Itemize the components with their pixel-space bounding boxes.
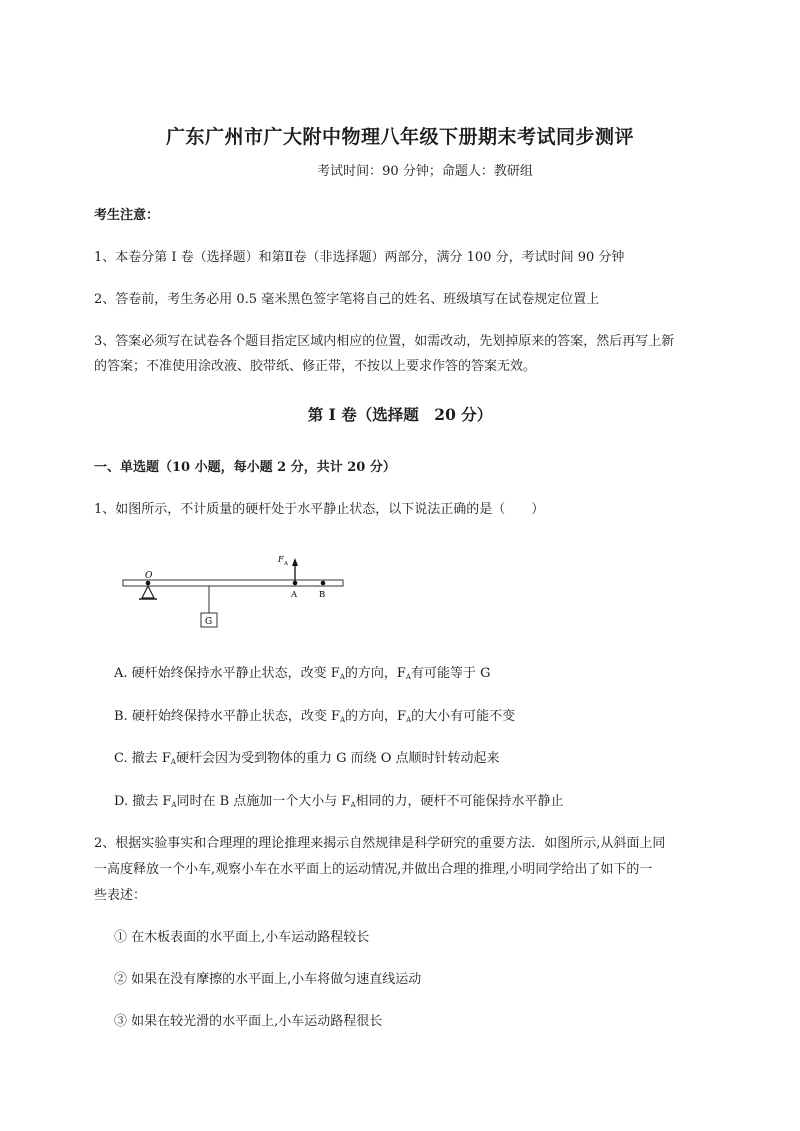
- statement-1: ① 在木板表面的水平面上,小车运动路程较长: [114, 930, 370, 945]
- option-a-text-2: 的方向，F: [344, 666, 406, 681]
- question-2-stem-1: 2、根据实验事实和合理理的理论推理来揭示自然规律是科学研究的重要方法．如图所示,从斜面上同: [94, 836, 666, 851]
- label-a: A: [291, 590, 298, 600]
- option-c-text-2: 硬杆会因为受到物体的重力 G 而绕 O 点顺时针转动起来: [175, 751, 500, 766]
- part-heading: 一、单选题（10 小题，每小题 2 分，共计 20 分）: [94, 460, 396, 475]
- statement-3: ③ 如果在较光滑的水平面上,小车运动路程很长: [114, 1014, 383, 1029]
- option-d-text-1: D. 撤去 F: [114, 794, 172, 809]
- statement-2: ② 如果在没有摩擦的水平面上,小车将做匀速直线运动: [114, 972, 422, 987]
- subscript-a: A: [170, 758, 176, 766]
- exam-info: 考试时间：90 分钟；命题人：教研组: [317, 164, 533, 179]
- notice-item-1: 1、本卷分第 I 卷（选择题）和第Ⅱ卷（非选择题）两部分，满分 100 分，考试时间 90 分钟: [94, 250, 625, 265]
- option-d[interactable]: [114, 790, 564, 809]
- question-2-stem-3: 些表述：: [94, 888, 147, 903]
- option-d-text-3: 相同的力，硬杆不可能保持水平静止: [355, 794, 564, 809]
- notice-item-3: 3、答案必须写在试卷各个题目指定区域内相应的位置，如需改动，先划掉原来的答案，然后再写上新: [94, 334, 675, 349]
- label-o: O: [145, 571, 153, 581]
- question-1-stem: 1、如图所示，不计质量的硬杆处于水平静止状态，以下说法正确的是（ ）: [94, 502, 545, 517]
- notice-item-2: 2、答卷前，考生务必用 0.5 毫米黑色签字笔将自己的姓名、班级填写在试卷规定位置上: [94, 292, 600, 307]
- option-d-text-2: 同时在 B 点施加一个大小与 F: [176, 794, 351, 809]
- point-b: [321, 581, 326, 586]
- subscript-a: A: [171, 801, 177, 809]
- subscript-a: A: [405, 673, 411, 681]
- label-f-sub: A: [284, 561, 288, 567]
- notice-item-3-cont: 的答案；不准使用涂改液、胶带纸、修正带，不按以上要求作答的答案无效。: [94, 359, 537, 374]
- lever-diagram: [115, 540, 355, 635]
- subscript-a: A: [339, 673, 345, 681]
- notice-heading: 考生注意：: [94, 208, 160, 223]
- label-f: F: [278, 555, 284, 564]
- label-b: B: [319, 590, 326, 600]
- option-c[interactable]: [114, 747, 500, 766]
- force-fa-arrowhead: [292, 558, 298, 566]
- fulcrum-triangle: [142, 586, 154, 598]
- option-a-text-3: 有可能等于 G: [410, 666, 491, 681]
- subscript-a: A: [350, 801, 356, 809]
- option-b[interactable]: [114, 705, 515, 724]
- page-title: 广东广州市广大附中物理八年级下册期末考试同步测评: [165, 126, 634, 148]
- option-a-text-1: A. 硬杆始终保持水平静止状态，改变 F: [114, 666, 340, 681]
- option-b-text-3: 的大小有可能不变: [411, 709, 516, 724]
- option-c-text-1: C. 撤去 F: [114, 751, 171, 766]
- pivot-point-o: [146, 581, 151, 586]
- label-g: G: [205, 617, 213, 627]
- subscript-a: A: [406, 716, 412, 724]
- option-a[interactable]: [114, 662, 491, 681]
- subscript-a: A: [339, 716, 346, 724]
- option-b-text-1: B. 硬杆始终保持水平静止状态，改变 F: [114, 709, 340, 724]
- option-b-text-2: 的方向，F: [345, 709, 407, 724]
- section-title: 第 I 卷（选择题 20 分）: [307, 405, 493, 424]
- lever-rod: [123, 580, 343, 586]
- question-2-stem-2: 一高度释放一个小车,观察小车在水平面上的运动情况,并做出合理的推理,小明同学给出了如下的一: [94, 862, 653, 877]
